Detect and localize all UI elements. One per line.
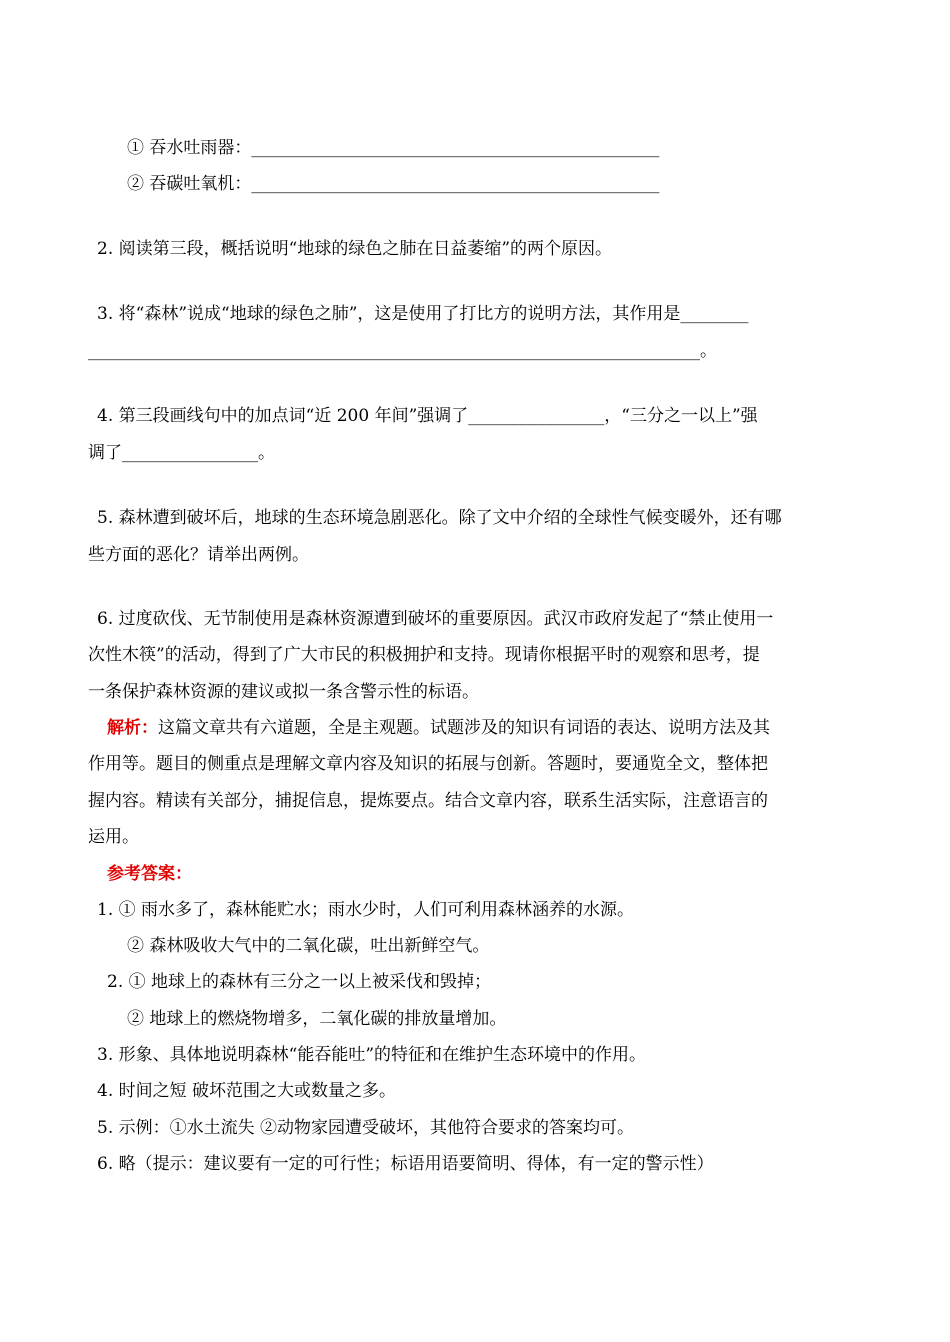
answer-6: 6. 略（提示：建议要有一定的可行性；标语用语要简明、得体，有一定的警示性） — [97, 1154, 714, 1174]
question-6-line1: 6. 过度砍伐、无节制使用是森林资源遭到破坏的重要原因。武汉市政府发起了“禁止使用一 — [97, 609, 774, 629]
question-6-line2: 次性木筷”的活动，得到了广大市民的积极拥护和支持。现请你根据平时的观察和思考，提 — [88, 645, 760, 665]
answer-2-line2: ② 地球上的燃烧物增多，二氧化碳的排放量增加。 — [127, 1009, 507, 1029]
question-4-line2: 调了________________。 — [88, 443, 275, 463]
answer-5: 5. 示例：①水土流失 ②动物家园遭受破坏，其他符合要求的答案均可。 — [97, 1118, 635, 1138]
question-6-line3: 一条保护森林资源的建议或拟一条含警示性的标语。 — [88, 682, 479, 702]
q1-item1-label: ① 吞水吐雨器： — [127, 138, 252, 158]
answer-3: 3. 形象、具体地说明森林“能吞能吐”的特征和在维护生态环境中的作用。 — [97, 1045, 647, 1065]
answer-4: 4. 时间之短 破坏范围之大或数量之多。 — [97, 1081, 397, 1101]
analysis-label: 解析： — [107, 718, 158, 738]
analysis-text-1: 这篇文章共有六道题，全是主观题。试题涉及的知识有词语的表达、说明方法及其 — [158, 718, 770, 738]
q1-item2-blank: ________________________________________________ — [251, 174, 660, 194]
question-3-line2: ________________________________________________________________________。 — [88, 341, 717, 361]
question-2: 2. 阅读第三段，概括说明“地球的绿色之肺在日益萎缩”的两个原因。 — [97, 239, 613, 259]
analysis-line2: 作用等。题目的侧重点是理解文章内容及知识的拓展与创新。答题时，要通览全文，整体把 — [88, 754, 768, 774]
answer-1-line1: 1. ① 雨水多了，森林能贮水；雨水少时，人们可利用森林涵养的水源。 — [97, 900, 635, 920]
question-5-line2: 些方面的恶化？请举出两例。 — [88, 545, 309, 565]
question-3-line1: 3. 将“森林”说成“地球的绿色之肺”，这是使用了打比方的说明方法，其作用是________ — [97, 304, 749, 324]
q1-item1 — [127, 136, 659, 160]
answers-label: 参考答案： — [107, 864, 192, 884]
analysis-line4: 运用。 — [88, 827, 139, 847]
question-5-line1: 5. 森林遭到破坏后，地球的生态环境急剧恶化。除了文中介绍的全球性气候变暖外，还有哪 — [97, 508, 782, 528]
analysis-line3: 握内容。精读有关部分，捕捉信息，提炼要点。结合文章内容，联系生活实际，注意语言的 — [88, 791, 768, 811]
q1-item2 — [127, 172, 659, 196]
answer-1-line2: ② 森林吸收大气中的二氧化碳，吐出新鲜空气。 — [127, 936, 490, 956]
q1-item1-blank: ________________________________________________ — [251, 138, 660, 158]
question-4-line1: 4. 第三段画线句中的加点词“近 200 年间”强调了________________，“三分之一以上”强 — [97, 406, 758, 426]
analysis-line1 — [107, 716, 770, 740]
q1-item2-label: ② 吞碳吐氧机： — [127, 174, 252, 194]
answer-2-line1: 2. ① 地球上的森林有三分之一以上被采伐和毁掉； — [107, 972, 492, 992]
